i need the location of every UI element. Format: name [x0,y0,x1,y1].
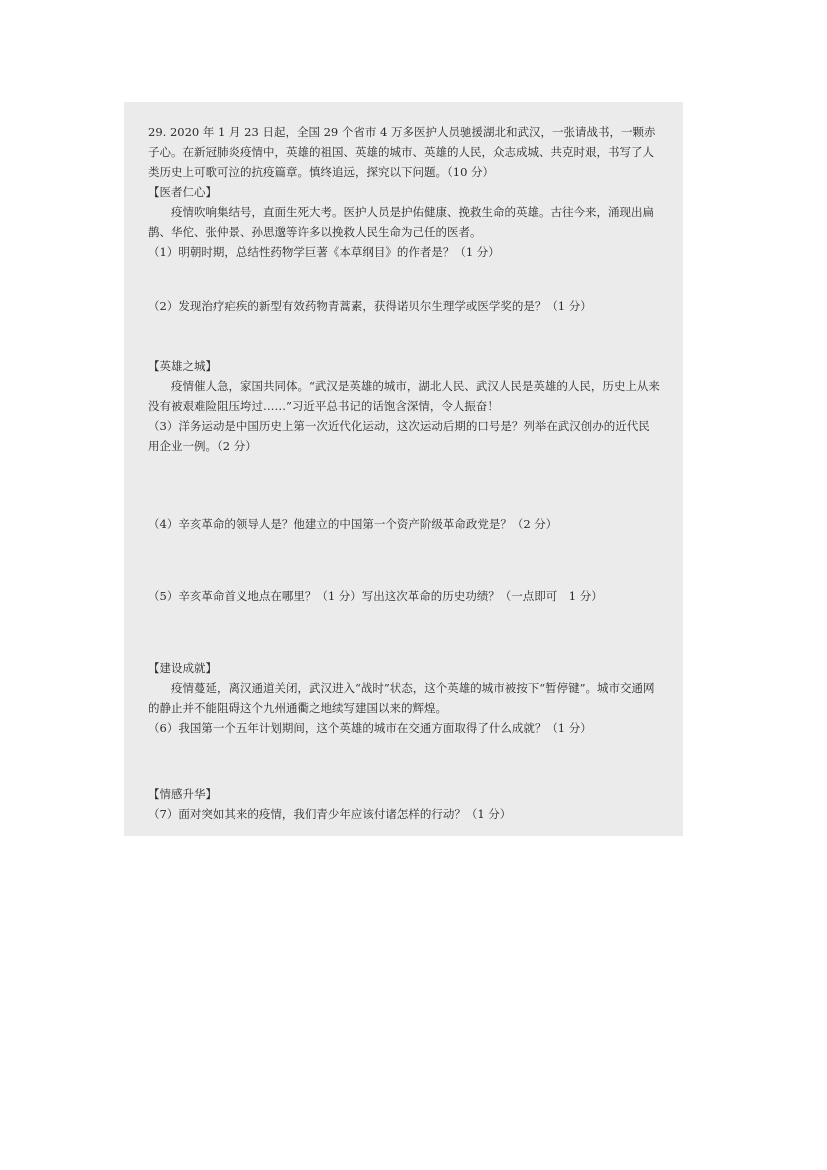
section-heading-hero-city: 【英雄之城】 [148,359,217,373]
answer-space [148,316,661,356]
answer-space [148,262,661,296]
answer-space [148,456,661,514]
sub-question-2: （2）发现治疗疟疾的新型有效药物青蒿素，获得诺贝尔生理学或医学奖的是？（1 分） [148,299,592,313]
answer-space [148,738,661,784]
section-text-doctors: 疫情吹响集结号，直面生死大考。医护人员是护佑健康、挽救生命的英雄。古往今来，涌现出扁鹊、华佗、张仲景、孙思邈等许多以挽救人民生命为己任的医者。 [148,205,654,239]
section-heading-emotion: 【情感升华】 [148,787,217,801]
sub-question-7: （7）面对突如其来的疫情，我们青少年应该付诸怎样的行动？（1 分） [148,807,512,821]
answer-space [148,534,661,586]
section-heading-doctors: 【医者仁心】 [148,185,217,199]
question-intro: 29. 2020 年 1 月 23 日起，全国 29 个省市 4 万多医护人员驰援湖北和武汉，一张请战书，一颗赤子心。在新冠肺炎疫情中，英雄的祖国、英雄的城市、英雄的人民，众志成城、共克时艰，书写了人类历史上可歌可泣的抗疫篇章。慎终追远，探究以下问题。（10 分） [148,125,656,179]
sub-question-1: （1）明朝时期，总结性药物学巨著《本草纲目》的作者是？（1 分） [148,245,500,259]
sub-question-3: （3）洋务运动是中国历史上第一次近代化运动，这次运动后期的口号是？列举在武汉创办的近代民用企业一例。（2 分） [148,419,650,453]
section-heading-construction: 【建设成就】 [148,661,217,675]
answer-space [148,606,661,658]
sub-question-6: （6）我国第一个五年计划期间，这个英雄的城市在交通方面取得了什么成就？（1 分） [148,721,592,735]
section-text-hero-city: 疫情催人急，家国共同体。“武汉是英雄的城市，湖北人民、武汉人民是英雄的人民，历史上从来没有被艰难险阻压垮过……”习近平总书记的话饱含深情，令人振奋！ [148,379,660,413]
sub-question-4: （4）辛亥革命的领导人是？他建立的中国第一个资产阶级革命政党是？（2 分） [148,517,558,531]
scanned-exam-page [124,102,683,836]
section-text-construction: 疫情蔓延，离汉通道关闭，武汉进入“战时”状态，这个英雄的城市被按下“暂停键”。城市交通网的静止并不能阻碍这个九州通衢之地续写建国以来的辉煌。 [148,681,655,715]
sub-question-5: （5）辛亥革命首义地点在哪里？（1 分）写出这次革命的历史功绩？（一点即可 1 分） [148,589,603,603]
